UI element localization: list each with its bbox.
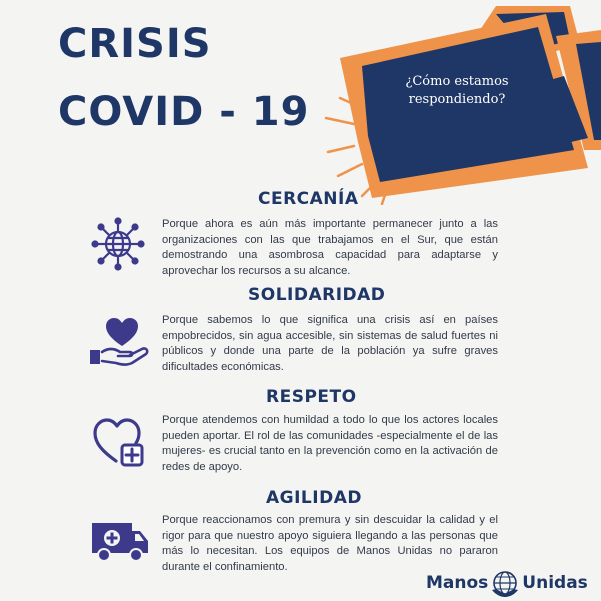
text-respeto: Porque atendemos con humildad a todo lo que los actores locales pueden aportar. El rol de las comunidades -especialmente el de las mujeres- es crucial tanto en la prevención como en la activación de redes de apoyo. [162,414,498,473]
title-line-2: COVID - 19 [58,89,310,135]
text-solidaridad: Porque sabemos lo que significa una crisis así en países empobrecidos, sin agua accesible, sin sistemas de salud fuertes ni públicos y donde una parte de la población ya sufre graves dificultades económicas. [162,314,498,373]
heading-agilidad: AGILIDAD [266,488,362,508]
text-cercania: Porque ahora es aún más importante permanecer junto a las organizaciones con las que trabajamos en el Sur, que están demostrando una asombrosa capacidad para adaptarse y aprovechar los recursos a su alcance. [162,218,498,277]
megaphone-caption: ¿Cómo estamos respondiendo? [405,74,509,107]
heart-in-hand-icon [88,316,150,366]
globe-network-icon [89,215,147,273]
heart-plus-icon [92,417,148,467]
manos-unidas-logo [426,568,588,598]
logo-word-unidas: Unidas [522,573,588,593]
heading-respeto: RESPETO [266,387,357,407]
globe-hands-icon [489,568,521,598]
logo-word-manos: Manos [426,573,489,593]
heading-cercania: CERCANÍA [258,189,359,209]
text-agilidad: Porque reaccionamos con premura y sin descuidar la calidad y el rigor para que nuestro apoyo siguiera llegando a las personas que más lo necesitan. Los equipos de Manos Unidas no pararon durante el confinamiento. [162,514,498,573]
ambulance-icon [88,517,150,563]
heading-solidaridad: SOLIDARIDAD [248,285,386,305]
title-line-1: CRISIS [58,21,212,67]
